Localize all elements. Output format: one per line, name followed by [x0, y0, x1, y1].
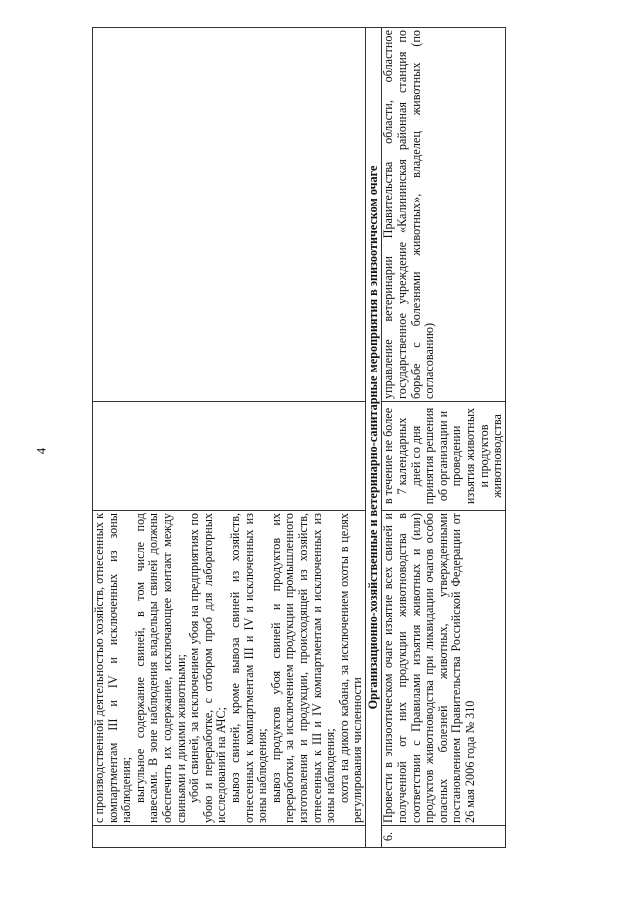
continuation-number-cell [93, 826, 366, 848]
measure-line: с производственной деятельностью хозяйств, отнесенных к компартментам III и IV и исключенных из зоны наблюдения; [92, 513, 134, 823]
section-title: Организационно-хозяйственные и ветеринарно-санитарные мероприятия в эпизоотическом очаге [365, 28, 382, 848]
measure-line: вывоз свиней, кроме вывоза свиней из хозяйств, отнесенных к компартментам III и IV и исключенных из зоны наблюдения; [227, 513, 270, 823]
measure-line: охота на дикого кабана, за исключением охоты в целях регулирования численности [336, 513, 365, 823]
row-measure: Провести в эпизоотическом очаге изъятие всех свиней и полученной от них продукции животноводства в соответствии с Правилами изъятия животных и (или) продуктов животноводства при ликвидации очагов особо опасных болезней животных, утвержденными постановлением Правительства Российской Федерации от 26 мая 2006 года № 310 [382, 511, 505, 826]
row-deadline: в течение не более 7 календарных дней со дня принятия решения об организации и проведении изъятия животных и продуктов животноводства [382, 402, 505, 511]
continuation-responsible-cell [93, 28, 366, 402]
row-responsible: управление ветеринарии Правительства области, областное государственное учреждение «Калининская районная станция по борьбе с болезнями животных», владелец животных (по согласованию) [382, 28, 505, 402]
page-number: 4 [33, 447, 49, 455]
section-row [365, 28, 382, 848]
continuation-row [93, 28, 366, 848]
measure-line: выгульное содержание свиней, в том числе под навесами. В зоне наблюдения владельцы свиней должны обеспечить их содержание, исключающее контакт между свиньями и дикими животными; [132, 513, 188, 823]
continuation-measure-cell [93, 511, 366, 826]
measure-row [382, 28, 505, 848]
measures-table [92, 27, 506, 848]
measure-line: убой свиней, за исключением убоя на предприятиях по убою и переработке, с отбором проб для лабораторных исследований на АЧС; [187, 513, 229, 823]
continuation-deadline-cell [93, 402, 366, 511]
row-number: 6. [382, 826, 505, 848]
measures-table-page [92, 30, 612, 848]
measure-line: вывоз продуктов убоя свиней и продуктов их переработки, за исключением продукции промышленного изготовления и продукции, происходящей из хозяйств, отнесенных к III и IV компартментам и исключенных из зоны наблюдения; [268, 513, 338, 823]
